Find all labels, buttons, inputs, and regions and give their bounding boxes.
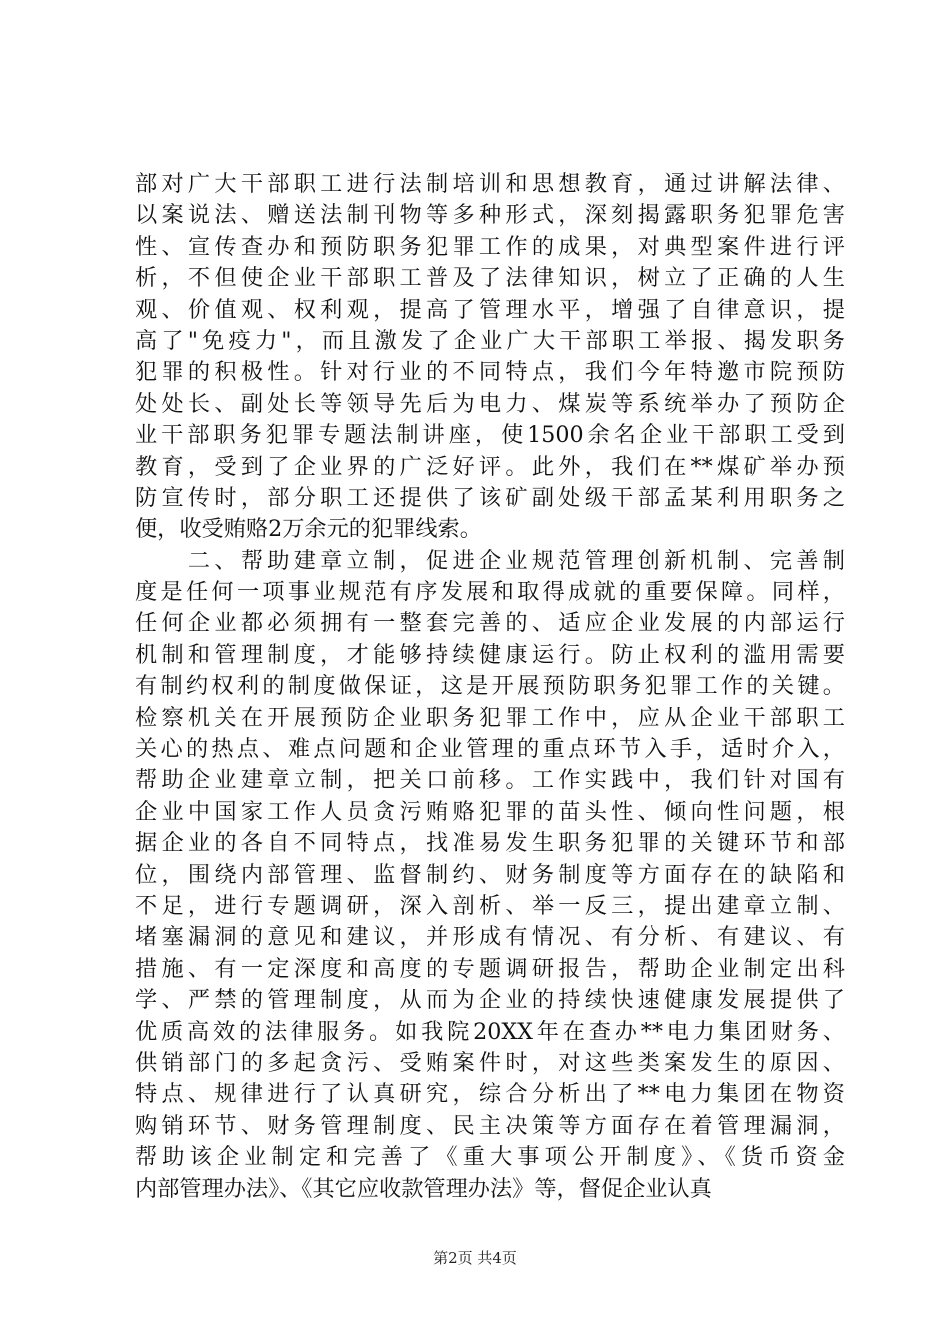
- text-line: 供销部门的多起贪污、受贿案件时，对这些类案发生的原因、: [135, 1049, 845, 1076]
- text-line: 检察机关在开展预防企业职务犯罪工作中，应从企业干部职工: [135, 704, 845, 731]
- document-body: [135, 169, 845, 1205]
- text-line: 帮助企业建章立制，把关口前移。工作实践中，我们针对国有: [135, 767, 845, 794]
- text-line: 优质高效的法律服务。如我院20XX年在查办**电力集团财务、: [135, 1018, 845, 1045]
- text-line: 教育，受到了企业界的广泛好评。此外，我们在**煤矿举办预: [135, 453, 845, 480]
- text-line: 购销环节、财务管理制度、民主决策等方面存在着管理漏洞，: [135, 1112, 845, 1139]
- text-line: 帮助该企业制定和完善了《重大事项公开制度》、《货币资金: [135, 1144, 845, 1171]
- text-line: 内部管理办法》、《其它应收款管理办法》等，督促企业认真: [135, 1175, 712, 1202]
- text-line: 机制和管理制度，才能够持续健康运行。防止权利的滥用需要: [135, 641, 845, 668]
- text-line: 性、宣传查办和预防职务犯罪工作的成果，对典型案件进行评: [135, 233, 845, 260]
- text-line: 高了"免疫力"，而且激发了企业广大干部职工举报、揭发职务: [135, 327, 845, 354]
- text-line: 据企业的各自不同特点，找准易发生职务犯罪的关键环节和部: [135, 830, 845, 857]
- text-line: 特点、规律进行了认真研究，综合分析出了**电力集团在物资: [135, 1081, 845, 1108]
- text-line: 位，围绕内部管理、监督制约、财务制度等方面存在的缺陷和: [135, 861, 845, 888]
- text-line: 有制约权利的制度做保证，这是开展预防职务犯罪工作的关键。: [135, 673, 845, 700]
- text-line: 以案说法、赠送法制刊物等多种形式，深刻揭露职务犯罪危害: [135, 202, 845, 229]
- text-line: 堵塞漏洞的意见和建议，并形成有情况、有分析、有建议、有: [135, 924, 845, 951]
- text-line: 部对广大干部职工进行法制培训和思想教育，通过讲解法律、: [135, 171, 845, 197]
- text-line: 析，不但使企业干部职工普及了法律知识，树立了正确的人生: [135, 265, 845, 292]
- text-line: 便，收受贿赂2万余元的犯罪线索。: [135, 516, 482, 543]
- text-line: 企业中国家工作人员贪污贿赂犯罪的苗头性、倾向性问题，根: [135, 798, 845, 825]
- text-line: 关心的热点、难点问题和企业管理的重点环节入手，适时介入，: [135, 736, 845, 763]
- text-line: 观、价值观、权利观，提高了管理水平，增强了自律意识，提: [135, 296, 845, 323]
- text-line: 业干部职务犯罪专题法制讲座，使1500余名企业干部职工受到: [135, 422, 845, 449]
- text-line: 处处长、副处长等领导先后为电力、煤炭等系统举办了预防企: [135, 390, 845, 417]
- section-heading-line: 二、帮助建章立制，促进企业规范管理创新机制、完善制: [135, 547, 845, 574]
- page-footer: 第2页 共4页: [433, 1249, 517, 1267]
- text-line: 措施、有一定深度和高度的专题调研报告，帮助企业制定出科: [135, 955, 845, 982]
- text-line: 任何企业都必须拥有一整套完善的、适应企业发展的内部运行: [135, 610, 845, 637]
- text-line: 犯罪的积极性。针对行业的不同特点，我们今年特邀市院预防: [135, 359, 845, 386]
- text-line: 防宣传时，部分职工还提供了该矿副处级干部孟某利用职务之: [135, 484, 845, 511]
- text-line: 不足，进行专题调研，深入剖析、举一反三，提出建章立制、: [135, 892, 845, 919]
- text-line: 度是任何一项事业规范有序发展和取得成就的重要保障。同样，: [135, 579, 845, 606]
- text-line: 学、严禁的管理制度，从而为企业的持续快速健康发展提供了: [135, 987, 845, 1014]
